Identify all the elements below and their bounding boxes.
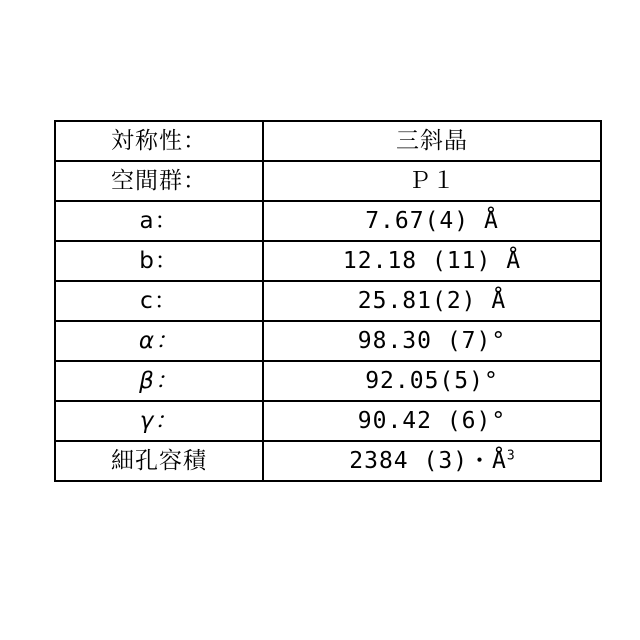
row-label-pore-volume	[55, 441, 263, 481]
label-text: c：	[140, 287, 178, 314]
table-row	[55, 281, 601, 321]
row-value-space-group: Ｐ１	[263, 161, 601, 201]
row-label-space-group	[55, 161, 263, 201]
table-row	[55, 401, 601, 441]
table-row	[55, 121, 601, 161]
pore-volume-text: 2384 (3)・Å	[349, 447, 507, 474]
label-text: 空間群：	[111, 167, 207, 194]
row-value-a: 7.67(4) Å	[263, 201, 601, 241]
label-text: 細孔容積	[111, 447, 207, 474]
row-value-symmetry: 三斜晶	[263, 121, 601, 161]
row-value-b: 12.18 (11) Å	[263, 241, 601, 281]
table-row	[55, 441, 601, 481]
row-label-symmetry	[55, 121, 263, 161]
row-value-alpha: 98.30 (7)°	[263, 321, 601, 361]
row-label-alpha: α：	[55, 321, 263, 361]
row-value-pore-volume	[263, 441, 601, 481]
row-label-beta: β：	[55, 361, 263, 401]
row-label-gamma: γ：	[55, 401, 263, 441]
table-row	[55, 321, 601, 361]
table-body	[55, 121, 601, 481]
table-row	[55, 241, 601, 281]
table-row	[55, 361, 601, 401]
table-row	[55, 201, 601, 241]
row-label-b	[55, 241, 263, 281]
label-text: b：	[139, 247, 179, 274]
row-label-c	[55, 281, 263, 321]
row-value-gamma: 90.42 (6)°	[263, 401, 601, 441]
row-value-c: 25.81(2) Å	[263, 281, 601, 321]
row-label-a	[55, 201, 263, 241]
label-text: 対称性：	[111, 127, 207, 154]
crystal-parameters-table-wrapper	[54, 120, 584, 482]
row-value-beta: 92.05(5)°	[263, 361, 601, 401]
label-text: a：	[139, 207, 179, 234]
crystal-parameters-table	[54, 120, 602, 482]
pore-volume-exponent: 3	[506, 448, 515, 464]
table-row	[55, 161, 601, 201]
